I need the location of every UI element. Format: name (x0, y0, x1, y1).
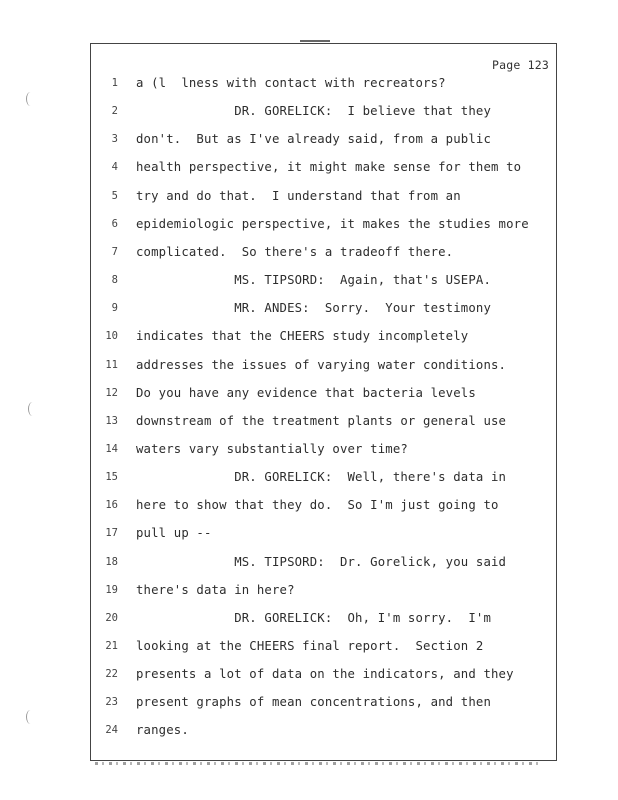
line-number: 12 (105, 386, 118, 399)
line-text: present graphs of mean concentrations, and then (136, 695, 492, 710)
transcript-line (96, 358, 551, 380)
line-number: 14 (105, 442, 118, 455)
line-text: waters vary substantially over time? (136, 441, 408, 456)
line-number: 5 (111, 189, 118, 202)
transcript-line (96, 104, 551, 126)
transcript-line (96, 189, 551, 211)
line-text: complicated. So there's a tradeoff there. (136, 244, 454, 259)
transcript-line (96, 76, 551, 98)
line-number: 4 (111, 161, 118, 174)
line-text: DR. GORELICK: Oh, I'm sorry. I'm (136, 610, 492, 625)
line-text: looking at the CHEERS final report. Section 2 (136, 639, 484, 653)
line-number: 19 (105, 583, 118, 596)
transcript-line (96, 583, 551, 605)
line-number: 22 (105, 668, 118, 681)
transcript-line (96, 667, 551, 689)
bottom-scan-noise (95, 762, 540, 765)
line-number: 7 (111, 245, 118, 258)
transcript-line (96, 442, 551, 464)
top-scan-mark (300, 40, 330, 42)
binder-hole-mark (26, 710, 35, 724)
line-number: 1 (111, 77, 118, 89)
line-text: MR. ANDES: Sorry. Your testimony (136, 301, 492, 316)
line-text: a (l lness with contact with recreators? (136, 76, 446, 90)
line-number: 18 (105, 555, 118, 568)
transcript-line (96, 723, 551, 745)
line-number: 2 (111, 105, 118, 118)
line-text: health perspective, it might make sense for them to (136, 160, 522, 175)
transcript-line (96, 555, 551, 577)
line-text: indicates that the CHEERS study incompletely (136, 329, 469, 344)
transcript-line (96, 414, 551, 436)
line-text: presents a lot of data on the indicators, and they (136, 667, 514, 682)
transcript-line (96, 639, 551, 661)
transcript-line (96, 611, 551, 633)
transcript-line (96, 160, 551, 182)
line-number: 17 (105, 527, 118, 540)
page-number: Page 123 (492, 58, 549, 72)
transcript-line (96, 132, 551, 154)
transcript-line (96, 386, 551, 408)
line-text: MS. TIPSORD: Dr. Gorelick, you said (136, 554, 507, 569)
line-text: DR. GORELICK: Well, there's data in (136, 470, 507, 485)
line-number: 15 (105, 471, 118, 484)
line-text: ranges. (136, 723, 189, 738)
transcript-line (96, 273, 551, 295)
line-text: don't. But as I've already said, from a public (136, 132, 492, 147)
line-number: 13 (105, 414, 118, 427)
line-text: Do you have any evidence that bacteria levels (136, 385, 476, 400)
line-number: 9 (111, 302, 118, 315)
line-text: epidemiologic perspective, it makes the studies more (136, 216, 529, 231)
line-text: MS. TIPSORD: Again, that's USEPA. (136, 273, 492, 288)
line-number: 20 (105, 611, 118, 624)
transcript-line (96, 498, 551, 520)
transcript-line (96, 301, 551, 323)
line-number: 24 (105, 724, 118, 737)
transcript-line (96, 470, 551, 492)
line-number: 8 (111, 274, 118, 287)
line-text: here to show that they do. So I'm just going to (136, 498, 499, 513)
line-text: downstream of the treatment plants or general use (136, 413, 507, 428)
transcript-line (96, 526, 551, 548)
transcript-line (96, 695, 551, 717)
line-text: there's data in here? (136, 582, 295, 597)
line-number: 21 (105, 640, 118, 652)
binder-hole-mark (28, 402, 37, 416)
line-text: pull up -- (136, 526, 212, 541)
line-text: try and do that. I understand that from an (136, 188, 461, 203)
transcript-line (96, 245, 551, 267)
binder-hole-mark (26, 92, 35, 106)
line-text: addresses the issues of varying water conditions. (136, 357, 507, 372)
line-number: 16 (105, 499, 118, 512)
transcript-line (96, 217, 551, 239)
line-number: 10 (105, 330, 118, 343)
line-number: 11 (105, 358, 118, 371)
line-number: 3 (111, 133, 118, 146)
line-number: 6 (111, 217, 118, 230)
transcript-line (96, 329, 551, 351)
line-text: DR. GORELICK: I believe that they (136, 104, 492, 119)
line-number: 23 (105, 696, 118, 709)
